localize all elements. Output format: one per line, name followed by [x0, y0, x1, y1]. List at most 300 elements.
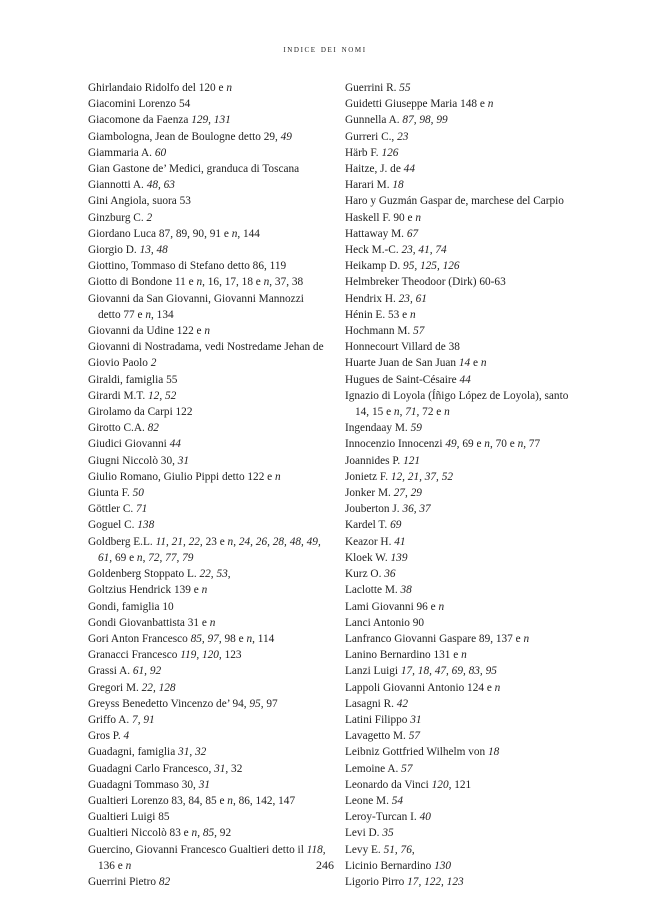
- index-entry-page-ref: 38: [400, 584, 412, 597]
- running-head: indice dei nomi: [283, 44, 367, 55]
- index-entry-text: Gregori M.: [88, 681, 142, 694]
- index-entry-text: Giugni Niccolò 30,: [88, 454, 178, 467]
- index-entry: [88, 80, 328, 96]
- index-entry-page-ref: 119, 120,: [180, 649, 222, 662]
- index-entry-text: Kurz O.: [345, 568, 385, 581]
- index-entry: [88, 566, 328, 582]
- index-entry-text: 69 e: [459, 438, 485, 451]
- index-entry-text: Giammaria A.: [88, 146, 155, 159]
- index-entry: [345, 193, 585, 209]
- index-entry-page-ref: 12, 52: [148, 389, 177, 402]
- index-entry-text: Ligorio Pirro: [345, 875, 408, 888]
- index-entry-page-ref: 59: [410, 422, 422, 435]
- index-entry-text: Gros P.: [88, 730, 124, 743]
- index-entry-text: Giacomini Lorenzo 54: [88, 98, 191, 111]
- index-entry-text: Gualtieri Luigi 85: [88, 811, 170, 824]
- index-entry-text: Guerrini R.: [345, 82, 400, 94]
- index-entry-text: Haskell F. 90 e: [345, 211, 416, 224]
- index-entry-page-ref: n: [204, 325, 211, 338]
- index-entry-page-ref: 57: [413, 325, 425, 338]
- index-entry: [88, 210, 328, 226]
- index-entry: [345, 96, 585, 112]
- index-entry-page-ref: n: [231, 227, 238, 240]
- index-entry-text: Lami Giovanni 96 e: [345, 600, 439, 613]
- index-entry-text: Giovio Paolo: [88, 357, 151, 370]
- index-entry-text: Guerrini Pietro: [88, 875, 159, 888]
- index-entry-page-ref: n: [136, 551, 143, 564]
- index-entry-page-ref: 31,: [214, 762, 229, 775]
- index-entry-text: ,: [411, 843, 415, 856]
- index-entry-page-ref: 129, 131: [191, 114, 231, 127]
- index-entry: [345, 80, 585, 96]
- index-entry: [88, 501, 328, 517]
- index-entry: [345, 420, 585, 436]
- index-entry-text: Jouberton J.: [345, 503, 403, 516]
- index-entry: [88, 744, 328, 760]
- index-entry-text: Lappoli Giovanni Antonio 124 e: [345, 681, 495, 694]
- index-entry-page-ref: 139: [390, 551, 408, 564]
- index-entry-text: Lanino Bernardino 131 e: [345, 649, 462, 662]
- index-entry: [88, 96, 328, 112]
- index-entry: [88, 874, 328, 890]
- index-entry-page-ref: 11, 21, 22,: [155, 535, 203, 548]
- index-entry-page-ref: n: [487, 98, 494, 111]
- index-entry: [88, 161, 328, 177]
- index-entry-text: Hattaway M.: [345, 227, 407, 240]
- index-entry-text: Goldberg E.L.: [88, 535, 156, 548]
- index-entry-text: , 144: [237, 227, 260, 240]
- index-entry-text: Guadagni, famiglia: [88, 746, 179, 759]
- index-entry-text: Giovanni di Nostradama, vedi Nostredame Jehan de: [88, 341, 324, 354]
- index-entry: [345, 291, 585, 307]
- index-entry: [88, 372, 328, 388]
- index-entry-text: Hochmann M.: [345, 325, 414, 338]
- index-entry-page-ref: 72, 77, 79: [148, 551, 194, 564]
- index-entry-page-ref: 24, 26, 28, 48, 49, 61,: [98, 535, 321, 564]
- index-entry-text: Lanci Antonio 90: [345, 616, 425, 629]
- index-entry-page-ref: n: [494, 681, 501, 694]
- index-entry: [345, 793, 585, 809]
- index-entry-text: Girardi M.T.: [88, 389, 149, 402]
- index-entry-text: Greyss Benedetto Vincenzo de’ 94,: [88, 697, 250, 710]
- index-entry-text: 136 e: [98, 859, 126, 872]
- index-entry-text: Gondi Giovanbattista 31 e: [88, 616, 210, 629]
- index-entry: [345, 274, 585, 290]
- index-entry: [88, 112, 328, 128]
- index-entry-page-ref: 138: [137, 519, 155, 532]
- index-entry-page-ref: 36, 37: [402, 503, 431, 516]
- index-entry-text: Keazor H.: [345, 535, 395, 548]
- index-entry-page-ref: 23, 61: [398, 292, 427, 305]
- index-entry-text: Göttler C.: [88, 503, 137, 516]
- index-entry-text: Gini Angiola, suora 53: [88, 195, 191, 208]
- index-entry-text: Giovanni da Udine 122 e: [88, 325, 205, 338]
- index-entry-page-ref: 23: [397, 130, 409, 143]
- index-entry-text: 121: [451, 778, 472, 791]
- index-entry-page-ref: n: [201, 584, 208, 597]
- index-entry: [345, 372, 585, 388]
- index-entry-page-ref: 44: [169, 438, 181, 451]
- index-entry-text: Giovanni da San Giovanni, Giovanni Mannozzi detto 77 e: [88, 292, 304, 321]
- page-number: 246: [316, 858, 334, 872]
- index-entry-text: Jonker M.: [345, 487, 394, 500]
- index-entry-page-ref: 18: [488, 746, 500, 759]
- index-entry: [88, 469, 328, 485]
- index-entry-page-ref: n: [484, 438, 490, 451]
- index-entry-text: Giotto di Bondone 11 e: [88, 276, 197, 289]
- index-entry-text: Harari M.: [345, 179, 393, 192]
- index-entry: [345, 242, 585, 258]
- index-entry-text: , 86, 142, 147: [232, 794, 296, 807]
- index-entry-text: Giacomone da Faenza: [88, 114, 192, 127]
- index-entry-text: Ignazio di Loyola (Íñigo López de Loyola), santo 14, 15 e: [345, 389, 569, 419]
- index-entry-text: Lemoine A.: [345, 762, 402, 775]
- index-entry-text: Griffo A.: [88, 713, 133, 726]
- index-entry: [88, 291, 328, 323]
- index-entry-text: Grassi A.: [88, 665, 133, 678]
- index-entry-page-ref: 82: [147, 422, 159, 435]
- index-entry-text: Hénin E. 53 e: [345, 308, 410, 321]
- index-entry: [88, 436, 328, 452]
- index-entry-text: Guercino, Giovanni Francesco Gualtieri detto il: [88, 843, 307, 856]
- index-entry: [345, 712, 585, 728]
- index-entry-page-ref: n: [227, 794, 233, 807]
- index-entry: [345, 582, 585, 598]
- index-entry-text: , 70 e: [489, 438, 518, 451]
- index-entry-text: Guadagni Tommaso 30,: [88, 778, 199, 791]
- index-entry: [88, 680, 328, 696]
- index-entry-page-ref: 12, 21, 37, 52: [390, 470, 453, 483]
- index-entry-page-ref: 13, 48: [139, 244, 168, 257]
- index-entry-page-ref: 48, 63: [146, 179, 175, 192]
- index-entry-page-ref: n: [209, 616, 216, 629]
- index-entry-page-ref: n: [444, 406, 450, 419]
- index-entry: [345, 566, 585, 582]
- index-entry-page-ref: n: [461, 649, 467, 662]
- index-entry: [345, 874, 585, 890]
- index-entry-text: Leone M.: [345, 794, 392, 807]
- index-entry: [345, 177, 585, 193]
- index-entry-text: Giottino, Tommaso di Stefano detto 86, 119: [88, 260, 287, 273]
- index-entry-text: , 37, 38: [269, 276, 304, 289]
- index-entry-page-ref: n: [227, 535, 234, 548]
- index-entry-page-ref: 95, 125, 126: [403, 260, 460, 273]
- index-entry: [345, 436, 585, 452]
- index-entry: [88, 177, 328, 193]
- index-entry-text: Innocenzio Innocenzi: [345, 438, 446, 451]
- index-entry-page-ref: n: [517, 438, 524, 451]
- index-column-right: [345, 80, 585, 890]
- index-entry-text: Giulio Romano, Giulio Pippi detto 122 e: [88, 470, 276, 483]
- index-entry-page-ref: 23, 41, 74: [401, 244, 447, 257]
- index-entry-page-ref: 44: [459, 373, 471, 386]
- index-entry: [345, 501, 585, 517]
- index-entry-text: Giunta F.: [88, 487, 133, 500]
- index-entry-text: , 77: [523, 438, 541, 451]
- index-entry: [88, 145, 328, 161]
- index-entry-text: ,: [142, 551, 149, 564]
- index-entry-page-ref: 41: [394, 535, 406, 548]
- index-entry: [345, 339, 585, 355]
- index-entry: [345, 842, 585, 858]
- index-entry-page-ref: 17, 122, 123: [407, 875, 464, 888]
- index-entry-text: Giudici Giovanni: [88, 438, 170, 451]
- index-entry-text: Joannides P.: [345, 454, 404, 467]
- index-entry: [345, 809, 585, 825]
- index-entry-page-ref: 22, 128: [141, 681, 176, 694]
- index-entry: [88, 793, 328, 809]
- index-entry: [345, 615, 585, 631]
- index-entry: [345, 258, 585, 274]
- index-entry: [345, 825, 585, 841]
- index-entry-page-ref: 18: [392, 179, 404, 192]
- index-entry: [88, 761, 328, 777]
- index-entry-page-ref: 7, 91: [132, 713, 155, 726]
- index-entry: [88, 485, 328, 501]
- index-entry: [88, 420, 328, 436]
- index-entry-text: ,: [399, 406, 406, 419]
- index-entry: [345, 696, 585, 712]
- index-entry-text: Giannotti A.: [88, 179, 147, 192]
- index-entry-page-ref: 85,: [202, 827, 217, 840]
- index-entry-text: Kardel T.: [345, 519, 391, 532]
- index-entry-text: Lavagetto M.: [345, 730, 409, 743]
- index-entry-text: Lasagni R.: [345, 697, 397, 710]
- index-entry-page-ref: 49: [280, 130, 292, 143]
- index-entry-text: Ginzburg C.: [88, 211, 147, 224]
- index-entry: [345, 761, 585, 777]
- index-entry-text: Giambologna, Jean de Boulogne detto 29,: [88, 130, 281, 143]
- index-entry-page-ref: n: [125, 859, 132, 872]
- index-entry: [88, 323, 328, 339]
- index-entry-page-ref: n: [246, 632, 253, 645]
- index-entry-page-ref: 69: [390, 519, 402, 532]
- index-entry-text: Giraldi, famiglia 55: [88, 373, 178, 386]
- index-entry-text: Hugues de Saint-Césaire: [345, 373, 460, 386]
- index-entry-page-ref: n: [393, 406, 400, 419]
- index-entry-text: Haro y Guzmán Gaspar de, marchese del Carpio: [345, 195, 564, 208]
- index-entry: [88, 712, 328, 728]
- index-entry-page-ref: n: [145, 308, 152, 321]
- index-entry-page-ref: n: [226, 82, 233, 94]
- index-entry: [88, 129, 328, 145]
- index-entry: [88, 809, 328, 825]
- index-entry-page-ref: n: [275, 470, 281, 483]
- index-entry-text: Girotto C.A.: [88, 422, 148, 435]
- index-entry-page-ref: 61, 92: [132, 665, 162, 678]
- index-entry: [345, 517, 585, 533]
- index-entry: [88, 339, 328, 355]
- index-entry-text: Latini Filippo: [345, 713, 411, 726]
- index-entry-text: Leroy-Turcan I.: [345, 811, 420, 824]
- index-entry-text: 97: [263, 697, 278, 710]
- index-entry-text: 92: [216, 827, 232, 840]
- index-entry-text: Goguel C.: [88, 519, 138, 532]
- index-entry: [345, 453, 585, 469]
- index-entry-page-ref: 27, 29: [393, 487, 422, 500]
- index-entry-text: 72 e: [419, 406, 445, 419]
- index-entry-page-ref: 17, 18, 47, 69, 83, 95: [400, 665, 497, 678]
- index-entry-page-ref: 130: [434, 859, 452, 872]
- index-entry-text: Goldenberg Stoppato L.: [88, 568, 200, 581]
- index-entry-text: , 16, 17, 18 e: [202, 276, 264, 289]
- index-entry-text: ,: [197, 827, 203, 840]
- index-entry: [345, 550, 585, 566]
- index-entry-page-ref: n: [438, 600, 445, 613]
- index-entry-text: Giordano Luca 87, 89, 90, 91 e: [88, 227, 232, 240]
- index-entry-page-ref: 4: [123, 730, 130, 743]
- index-entry-page-ref: 14: [458, 357, 471, 370]
- index-entry-text: Laclotte M.: [345, 584, 401, 597]
- index-entry-page-ref: 31: [177, 454, 190, 467]
- index-entry-page-ref: 49,: [445, 438, 460, 451]
- index-entry-page-ref: 51, 76: [383, 843, 412, 856]
- index-entry: [345, 485, 585, 501]
- index-entry: [88, 388, 328, 404]
- index-entry-text: Levi D.: [345, 827, 383, 840]
- index-entry-page-ref: 57: [401, 762, 413, 775]
- index-entry-text: Hendrix H.: [345, 292, 399, 305]
- index-entry: [88, 193, 328, 209]
- index-entry-text: Lanfranco Giovanni Gaspare 89, 137 e: [345, 632, 524, 645]
- index-entry-text: Ghirlandaio Ridolfo del 120 e: [88, 82, 227, 94]
- index-entry-text: Härb F.: [345, 146, 382, 159]
- index-entry-page-ref: 67: [406, 227, 419, 240]
- index-entry: [88, 615, 328, 631]
- index-entry-text: Guadagni Carlo Francesco,: [88, 762, 215, 775]
- index-entry-page-ref: 120,: [431, 778, 452, 791]
- index-entry-text: , 134: [151, 308, 174, 321]
- index-entry-page-ref: 31: [410, 713, 422, 726]
- index-entry-page-ref: 42: [396, 697, 409, 710]
- index-entry-text: , 114: [252, 632, 275, 645]
- index-entry: [345, 355, 585, 371]
- index-entry-text: Girolamo da Carpi 122: [88, 406, 193, 419]
- index-entry-page-ref: 2: [146, 211, 153, 224]
- index-entry: [345, 663, 585, 679]
- index-entry-text: Jonietz F.: [345, 470, 391, 483]
- index-entry: [88, 534, 328, 566]
- index-entry: [88, 355, 328, 371]
- index-entry-page-ref: n: [523, 632, 530, 645]
- index-entry: [345, 534, 585, 550]
- index-entry-page-ref: 126: [381, 146, 399, 159]
- index-entry-text: 23 e: [202, 535, 228, 548]
- index-entry-page-ref: 35: [382, 827, 394, 840]
- index-entry: [345, 161, 585, 177]
- index-entry-page-ref: 31, 32: [178, 746, 207, 759]
- index-entry-page-ref: n: [191, 827, 198, 840]
- index-entry-page-ref: 44: [403, 163, 415, 176]
- index-entry-page-ref: 31: [198, 778, 210, 791]
- index-entry: [88, 825, 328, 841]
- index-entry: [345, 599, 585, 615]
- index-entry-text: Gondi, famiglia 10: [88, 600, 174, 613]
- index-entry-text: Gualtieri Lorenzo 83, 84, 85 e: [88, 794, 228, 807]
- index-entry-text: Leonardo da Vinci: [345, 778, 432, 791]
- index-entry: [88, 274, 328, 290]
- index-entry-page-ref: n: [415, 211, 421, 224]
- index-entry-text: Ingendaay M.: [345, 422, 411, 435]
- index-entry-text: Gunnella A.: [345, 114, 403, 127]
- index-entry-text: ,: [233, 535, 239, 548]
- index-entry: [345, 728, 585, 744]
- index-entry-text: Giorgio D.: [88, 244, 140, 257]
- index-entry-text: Gori Anton Francesco: [88, 632, 191, 645]
- index-entry: [345, 744, 585, 760]
- index-entry: [88, 631, 328, 647]
- index-entry-text: 123: [221, 649, 242, 662]
- index-entry: [345, 647, 585, 663]
- index-entry-text: Guidetti Giuseppe Maria 148 e: [345, 98, 488, 111]
- index-entry-page-ref: n: [480, 357, 487, 370]
- index-entry: [88, 696, 328, 712]
- index-entry: [345, 210, 585, 226]
- index-entry-page-ref: n: [409, 308, 416, 321]
- index-entry: [345, 388, 585, 420]
- index-entry-page-ref: 40: [419, 811, 431, 824]
- index-entry-text: Licinio Bernardino: [345, 859, 435, 872]
- index-entry-page-ref: 2: [150, 357, 157, 370]
- index-entry-page-ref: 87, 98, 99: [402, 114, 448, 127]
- index-entry-page-ref: 118,: [306, 843, 326, 856]
- index-entry: [88, 517, 328, 533]
- index-entry-text: 98 e: [221, 632, 247, 645]
- index-entry-page-ref: 95,: [249, 697, 264, 710]
- index-entry-text: Kloek W.: [345, 551, 391, 564]
- index-entry-text: e: [470, 357, 481, 370]
- index-entry-text: 32: [228, 762, 243, 775]
- index-entry: [88, 599, 328, 615]
- index-entry-page-ref: 22, 53: [199, 568, 228, 581]
- index-entry-page-ref: 50: [132, 487, 144, 500]
- index-entry: [88, 647, 328, 663]
- index-column-left: [88, 80, 328, 890]
- index-entry-page-ref: 54: [391, 794, 404, 807]
- index-entry-text: ,: [227, 568, 231, 581]
- index-entry-page-ref: 36: [384, 568, 396, 581]
- index-entry: [345, 129, 585, 145]
- index-entry: [88, 663, 328, 679]
- index-entry: [88, 404, 328, 420]
- index-entry-page-ref: 85, 97,: [190, 632, 222, 645]
- index-entry: [88, 582, 328, 598]
- index-entry-text: Heikamp D.: [345, 260, 404, 273]
- index-entry: [88, 728, 328, 744]
- index-entry-text: Honnecourt Villard de 38: [345, 341, 460, 354]
- index-entry: [88, 777, 328, 793]
- index-entry-page-ref: 57: [408, 730, 420, 743]
- index-entry-text: Leibniz Gottfried Wilhelm von: [345, 746, 489, 759]
- index-entry: [88, 226, 328, 242]
- index-entry-text: Helmbreker Theodoor (Dirk) 60-63: [345, 276, 506, 289]
- index-entry-text: Granacci Francesco: [88, 649, 181, 662]
- index-entry-page-ref: n: [196, 276, 203, 289]
- index-entry: [88, 242, 328, 258]
- index-entry-page-ref: n: [263, 276, 270, 289]
- index-entry-text: Levy E.: [345, 843, 384, 856]
- index-entry-text: Gian Gastone de’ Medici, granduca di Toscana: [88, 163, 300, 176]
- index-entry: [88, 258, 328, 274]
- index-entry-text: Huarte Juan de San Juan: [345, 357, 459, 370]
- index-entry-text: Lanzi Luigi: [345, 665, 401, 678]
- index-entry: [345, 323, 585, 339]
- index-entry-text: Gualtieri Niccolò 83 e: [88, 827, 192, 840]
- index-entry-text: Heck M.-C.: [345, 244, 402, 257]
- index-entry-page-ref: 71,: [405, 406, 420, 419]
- index-entry: [345, 777, 585, 793]
- index-entry: [345, 631, 585, 647]
